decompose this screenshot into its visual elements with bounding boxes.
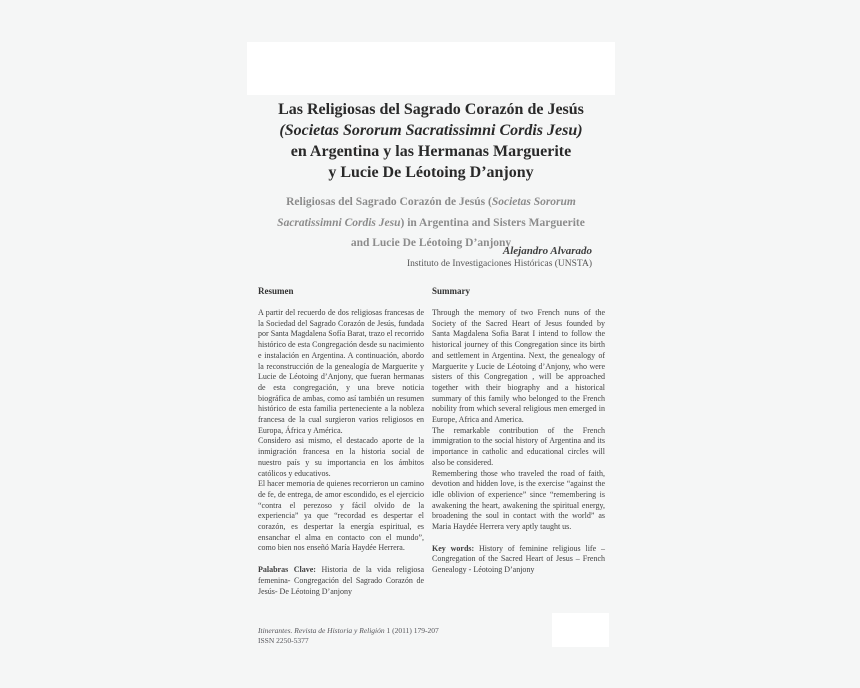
keywords-en: [432, 544, 605, 576]
keywords-es-text: Historia de la vida religiosa femenina- Congregación del Sagrado Corazón de Jesús- De Léotoing D’anjony: [258, 565, 425, 596]
keywords-en-text: History of feminine religious life – Congregation of the Sacred Heart of Jesus – French Genealogy - Léotoing D’anjony: [432, 543, 605, 575]
abstract-en-heading: Summary: [432, 286, 470, 296]
abstract-es-heading: Resumen: [258, 286, 294, 296]
author-affiliation: Instituto de Investigaciones Históricas (UNSTA): [407, 259, 592, 269]
article-title: [247, 99, 615, 183]
masthead-redaction-box: [247, 42, 615, 95]
journal-issue: 1 (2011) 179-207: [384, 626, 439, 635]
abstract-en-paragraph: Remembering those who traveled the road of faith, devotion and hidden love, is the exercise “against the idle oblivion of experience” since “remembering is awakening the heart, awakening the spiritual energy, broadening the soul in contact with the world” as Maria Haydée Herrera very aptly taught us.: [432, 468, 605, 532]
footer-citation: [258, 626, 439, 646]
abstract-en-paragraph: The remarkable contribution of the French immigration to the social history of Argentina and its importance in catholic and educational circles will also be considered.: [432, 425, 605, 467]
title-line-2: (Societas Sororum Sacratissimni Cordis Jesu): [279, 122, 583, 139]
title-line-3: en Argentina y las Hermanas Marguerite: [290, 143, 572, 160]
author-block: [247, 244, 592, 271]
abstract-columns: [258, 286, 605, 597]
journal-name: Itinerantes. Revista de Historia y Religión: [258, 626, 385, 635]
abstract-en-section: [432, 286, 605, 597]
abstract-es-section: [258, 286, 424, 597]
subtitle-line-2: Sacratissimni Cordis Jesu) in Argentina and Sisters Marguerite: [277, 216, 585, 229]
title-line-1: Las Religiosas del Sagrado Corazón de Jesús: [278, 101, 584, 118]
author-name: Alejandro Alvarado: [502, 245, 592, 257]
keywords-en-label: Key words:: [432, 543, 475, 553]
journal-citation: [258, 626, 439, 636]
abstract-en-body: [432, 308, 605, 576]
keywords-es: [258, 565, 424, 597]
abstract-es-body: [258, 308, 424, 597]
subtitle-line-1: Religiosas del Sagrado Corazón de Jesús (Societas Sororum: [286, 196, 576, 208]
abstract-en-paragraph: Through the memory of two French nuns of the Society of the Sacred Heart of Jesus founded by Santa Magdalena Sofia Barat I intend to follow the historical journey of this Congregation since its birth and settlement in Argentina. Next, the genealogy of Marguerite y Lucie de Léotoing d’Anjony, who were sisters of this Congregation , will be approached together with their biography and a historical summary of this family who belonged to the French nobility from which several religious men emerged in Europe, Africa and America.: [432, 308, 605, 425]
title-line-4: y Lucie De Léotoing D’anjony: [328, 164, 534, 181]
abstract-es-paragraph: El hacer memoria de quienes recorrieron un camino de fe, de entrega, de amor escondido, es el ejercicio “contra el perezoso y fácil olvido de la experiencia” ya que “recordad es despertar el corazón, es despertar la energía espiritual, es ensanchar el alma en contacto con el mundo”, como bien nos enseñó María Haydée Herrera.: [258, 479, 424, 553]
subtitle-line-3: and Lucie De Léotoing D’anjony: [350, 237, 512, 249]
abstract-es-paragraph: Considero asi mismo, el destacado aporte de la inmigración francesa en la historia social de nuestro país y su importancia en los ámbitos católicos y educativos.: [258, 436, 424, 478]
abstract-es-paragraph: A partir del recuerdo de dos religiosas francesas de la Sociedad del Sagrado Corazón de Jesús, fundada por Santa Magdalena Sofía Barat, trazo el recorrido histórico de esta Congregación desde su nacimiento e instalación en Argentina. A continuación, abordo la reconstrucción de la genealogía de Marguerite y Lucie de Léotoing d’Anjony, que fueran hermanas de esta congregación, y una breve noticia biográfica de ambas, como así también un resumen histórico de esta familia perteneciente a la nobleza francesa de la cual surgieron varios religiosos en Europa, África y América.: [258, 308, 424, 435]
keywords-es-label: Palabras Clave:: [258, 565, 316, 575]
issn: ISSN 2250-5377: [258, 636, 309, 645]
footer-redaction-box: [552, 613, 609, 647]
